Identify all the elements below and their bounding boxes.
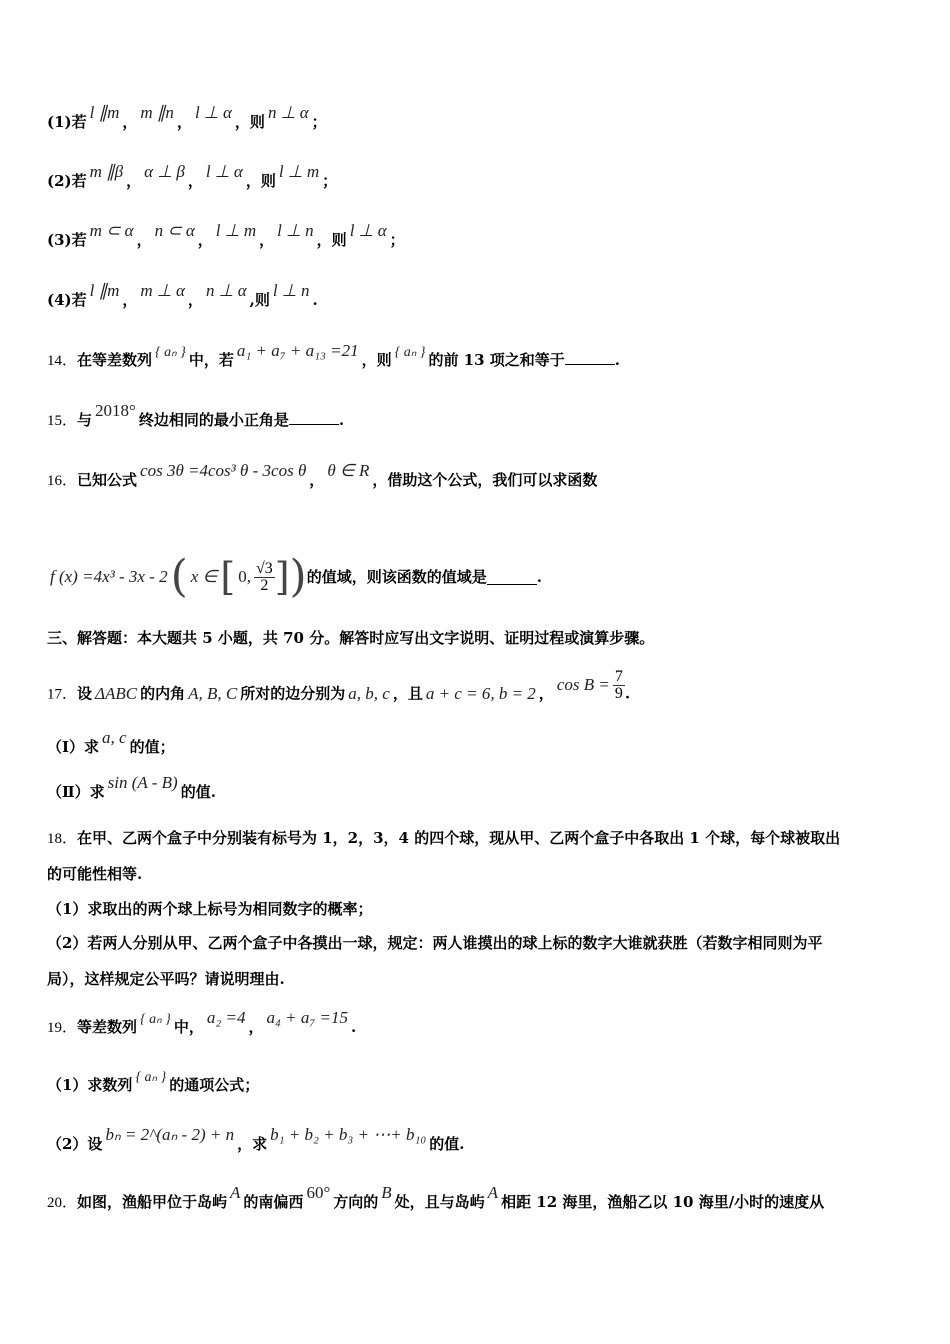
proposition-4: (4)若 l ∥m ， m ⊥ α ， n ⊥ α ,则 l ⊥ n . — [47, 281, 318, 309]
math: a + c = 6, b = 2 — [425, 683, 536, 703]
question-18-part-1: （1）求取出的两个球上标号为相同数字的概率； — [47, 900, 373, 918]
text-span: 的内角 — [140, 684, 186, 703]
math: ΔABC — [95, 683, 138, 703]
math: { aₙ } — [135, 1070, 167, 1085]
math: a₄ + a₇ =15 — [266, 1008, 348, 1027]
math: l ⊥ α — [349, 221, 387, 240]
text-span: ； — [322, 172, 338, 190]
text-span: （1）求数列 — [47, 1076, 133, 1094]
text-span: . — [312, 291, 318, 309]
question-17 — [47, 668, 910, 711]
question-17-part-2 — [47, 773, 910, 802]
math: f (x) =4x³ - 3x - 2 — [50, 567, 168, 586]
math: l ⊥ m — [278, 162, 320, 181]
question-19-part-1 — [47, 1070, 910, 1097]
proposition-1: (1)若 l ∥m ， m ∥n ， l ⊥ α ，则 n ⊥ α ； — [47, 103, 327, 131]
math: l ⊥ n — [272, 281, 310, 300]
text-span: 的前 13 项之和等于 — [428, 351, 565, 369]
math: m ∥n — [140, 103, 174, 122]
text-span: 的值. — [180, 783, 216, 801]
math: b₁ + b₂ + b₃ + ⋯+ b₁₀ — [270, 1125, 427, 1144]
text-span: （Ⅱ）求 — [47, 783, 105, 801]
text-span: (4)若 — [47, 291, 87, 309]
math: B — [381, 1183, 392, 1202]
text-span: ； — [389, 231, 405, 249]
math: { aₙ } — [394, 345, 426, 360]
text-span: . — [338, 411, 345, 429]
text-span: √3 — [255, 559, 273, 577]
text-span: ，则 — [316, 231, 347, 249]
text-span: 终边相同的最小正角是 — [138, 411, 289, 429]
math: m ⊂ α — [89, 221, 134, 240]
text-span: 的值； — [129, 738, 175, 756]
proposition-2: (2)若 m ∥β ， α ⊥ β ， l ⊥ α ，则 l ⊥ m ； — [47, 162, 338, 190]
text-span: 方向的 — [333, 1193, 379, 1211]
sqrt3-over-2 — [254, 561, 275, 594]
text-span: 如图，渔船甲位于岛屿 — [77, 1193, 228, 1211]
text-span: ，则 — [361, 351, 392, 369]
question-19 — [47, 1008, 910, 1039]
math: 60° — [306, 1183, 331, 1202]
math: cos B = — [556, 674, 610, 694]
question-18 — [47, 828, 910, 849]
math: a₁ + a₇ + a₁₃ =21 — [236, 341, 359, 360]
bracket: [ — [220, 555, 236, 599]
text-span: . — [351, 1018, 357, 1036]
text-span: 7 — [614, 668, 623, 685]
text-span: . — [624, 684, 631, 703]
text-span: 15． — [47, 413, 78, 429]
text-span: ，则 — [234, 113, 265, 131]
text-span: 的值域，则该函数的值域是 — [306, 568, 487, 586]
text-span: (3)若 — [47, 231, 87, 249]
text-span: 的南偏西 — [243, 1193, 304, 1211]
math: l ⊥ α — [194, 103, 232, 122]
text-span: 中，若 — [188, 351, 234, 369]
text-span: 17． — [47, 686, 78, 703]
text-span: 18． — [47, 831, 78, 847]
text-span: （2）设 — [47, 1135, 103, 1153]
text-span: 中， — [173, 1018, 204, 1036]
text-span: 14． — [47, 353, 78, 369]
bracket: ] — [274, 555, 290, 599]
math: l ⊥ m — [215, 221, 257, 240]
math: A — [487, 1183, 499, 1202]
text-span: (2)若 — [47, 172, 87, 190]
text-span: 设 — [77, 684, 93, 703]
question-18-part-2: （2）若两人分别从甲、乙两个盒子中各摸出一球，规定：两人谁摸出的球上标的数字大谁就获胜（若数字相同则为平 — [47, 934, 823, 952]
math: sin (A - B) — [107, 773, 178, 792]
text-span: ， — [309, 471, 325, 489]
math: θ ∈ R — [327, 461, 370, 480]
math: a₂ =4 — [206, 1008, 246, 1027]
math: α ⊥ β — [144, 162, 185, 181]
answer-blank[interactable] — [487, 570, 537, 585]
text-span: 20． — [47, 1195, 78, 1211]
math: A, B, C — [188, 683, 238, 703]
text-span: 已知公式 — [77, 471, 138, 489]
text-span: ，借助这个公式，我们可以求函数 — [372, 471, 598, 489]
math: { aₙ } — [140, 1012, 171, 1027]
math: cos 3θ =4cos³ θ - 3cos θ — [140, 461, 307, 480]
math: a, c — [102, 728, 127, 747]
math: n ⊥ α — [205, 281, 247, 300]
section-header: 三、解答题：本大题共 5 小题，共 70 分。解答时应写出文字说明、证明过程或演算步骤。 — [47, 629, 655, 647]
text-span: ，求 — [237, 1135, 268, 1153]
text-span: ， — [538, 684, 554, 703]
text-span: 19． — [47, 1020, 78, 1036]
math: m ⊥ α — [140, 281, 185, 300]
math: l ∥m — [89, 281, 120, 300]
question-20 — [47, 1183, 910, 1213]
math: a, b, c — [348, 683, 390, 703]
text-span: ； — [311, 113, 327, 131]
question-19-part-2 — [47, 1125, 910, 1154]
text-span: 16． — [47, 473, 78, 489]
text-span: ,则 — [249, 291, 270, 309]
text-span: （Ⅰ）求 — [47, 738, 100, 756]
text-span: 在甲、乙两个盒子中分别装有标号为 1，2，3，4 的四个球，现从甲、乙两个盒子中各取出 1 个球，每个球被取出 — [77, 829, 841, 847]
text-span: 所对的边分别为 — [240, 684, 346, 703]
text-span: 处，且与岛屿 — [394, 1193, 485, 1211]
question-18-part-2-line-2: 局），这样规定公平吗？请说明理由. — [47, 970, 285, 988]
math: bₙ = 2^(aₙ - 2) + n — [105, 1125, 235, 1144]
proposition-3: (3)若 m ⊂ α ， n ⊂ α ， l ⊥ m ， l ⊥ n ，则 l ⊥ α ； — [47, 221, 405, 249]
question-17-part-1 — [47, 728, 910, 757]
math: m ∥β — [89, 162, 124, 181]
answer-blank[interactable] — [565, 350, 615, 365]
math: l ⊥ n — [277, 221, 314, 240]
math: 0, — [238, 567, 251, 586]
text-span: 2 — [260, 576, 269, 594]
question-18-line-2: 的可能性相等. — [47, 865, 143, 883]
math: n ⊂ α — [154, 221, 195, 240]
math: { aₙ } — [155, 345, 186, 360]
text-span: . — [614, 351, 620, 369]
text-span: ，则 — [245, 172, 276, 190]
text-span: 在等差数列 — [77, 351, 153, 369]
text-span: 等差数列 — [77, 1018, 138, 1036]
text-span: ， — [248, 1018, 264, 1036]
text-span: (1)若 — [47, 113, 87, 131]
paren: ) — [289, 551, 307, 602]
math: n ⊥ α — [267, 103, 309, 122]
text-span: 9 — [614, 685, 623, 702]
math: A — [230, 1183, 241, 1202]
paren: ( — [170, 551, 188, 602]
question-14 — [47, 341, 910, 372]
question-15 — [47, 401, 910, 431]
math: 2018° — [95, 401, 136, 420]
fraction-7-9 — [613, 669, 625, 702]
text-span: 与 — [77, 411, 93, 429]
text-span: ，且 — [392, 684, 423, 703]
text-span: . — [536, 568, 542, 586]
math: x ∈ — [190, 567, 218, 586]
question-16-function — [47, 548, 910, 604]
text-span: 的值. — [429, 1135, 465, 1153]
math: l ⊥ α — [205, 162, 243, 181]
answer-blank[interactable] — [289, 410, 339, 425]
text-span: 相距 12 海里，渔船乙以 10 海里/小时的速度从 — [501, 1193, 825, 1211]
text-span: 的通项公式； — [169, 1076, 260, 1094]
math: l ∥m — [89, 103, 120, 122]
question-16 — [47, 461, 910, 491]
